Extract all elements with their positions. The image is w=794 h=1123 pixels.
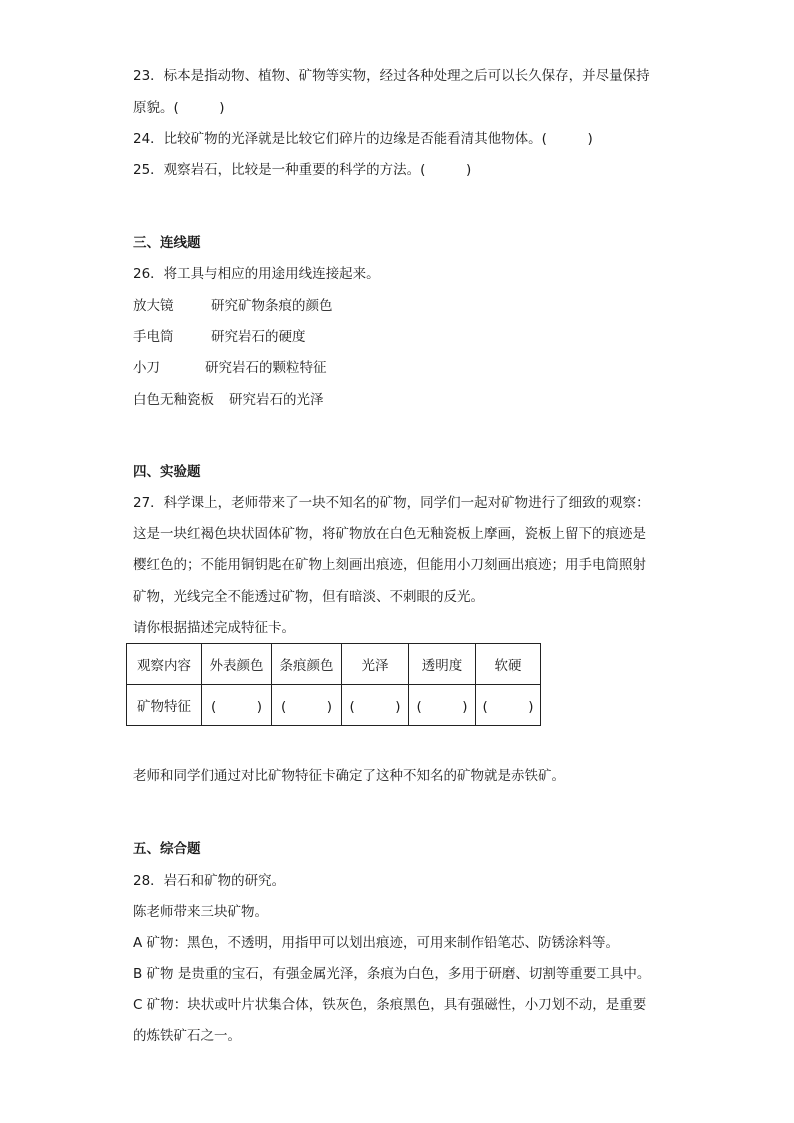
q24-text: 24．比较矿物的光泽就是比较它们碎片的边缘是否能看清其他物体。( ) (133, 131, 593, 147)
answer-blank[interactable]: ( ) (342, 685, 409, 726)
q27-instruction: 请你根据描述完成特征卡。 (133, 620, 295, 636)
q28-text: 28．岩石和矿物的研究。 (133, 873, 286, 889)
table-row (127, 685, 541, 726)
q27-line4: 矿物，光线完全不能透过矿物，但有暗淡、不刺眼的反光。 (133, 589, 484, 605)
pair-tool-2: 小刀 (133, 360, 160, 376)
mineral-a-text: A 矿物：黑色，不透明，用指甲可以划出痕迹，可用来制作铅笔芯、防锈涂料等。 (133, 935, 620, 951)
answer-blank[interactable]: ( ) (272, 685, 342, 726)
mineral-c-line1: C 矿物：块状或叶片状集合体，铁灰色，条痕黑色，具有强磁性，小刀划不动，是重要 (133, 997, 647, 1013)
pair-use-1: 研究岩石的硬度 (211, 329, 306, 345)
answer-blank[interactable]: ( ) (476, 685, 541, 726)
table-header-cell: 软硬 (476, 644, 541, 685)
pair-tool-1: 手电筒 (133, 329, 174, 345)
table-header-cell: 条痕颜色 (272, 644, 342, 685)
q27-line3: 樱红色的；不能用铜钥匙在矿物上刻画出痕迹，但能用小刀刻画出痕迹；用手电筒照射 (133, 557, 646, 573)
mineral-c-line2: 的炼铁矿石之一。 (133, 1028, 241, 1044)
section3-title: 三、连线题 (133, 235, 201, 251)
answer-blank[interactable]: ( ) (409, 685, 476, 726)
table-header-cell: 光泽 (342, 644, 409, 685)
q26-text: 26．将工具与相应的用途用线连接起来。 (133, 266, 380, 282)
table-header-cell: 透明度 (409, 644, 476, 685)
q23-line1: 23．标本是指动物、植物、矿物等实物，经过各种处理之后可以长久保存，并尽量保持 (133, 68, 650, 84)
pair-tool-3: 白色无釉瓷板 (133, 392, 214, 408)
q28-intro: 陈老师带来三块矿物。 (133, 904, 268, 920)
pair-tool-0: 放大镜 (133, 298, 174, 314)
table-row-label: 矿物特征 (127, 685, 202, 726)
answer-blank[interactable]: ( ) (202, 685, 272, 726)
pair-use-0: 研究矿物条痕的颜色 (211, 298, 333, 314)
table-header-row (127, 644, 541, 685)
section5-title: 五、综合题 (133, 841, 201, 857)
q23-line2: 原貌。( ) (133, 100, 225, 116)
section4-title: 四、实验题 (133, 464, 201, 480)
pair-use-3: 研究岩石的光泽 (229, 392, 324, 408)
table-header-cell: 观察内容 (127, 644, 202, 685)
q25-text: 25．观察岩石，比较是一种重要的科学的方法。( ) (133, 162, 472, 178)
q27-line2: 这是一块红褐色块状固体矿物，将矿物放在白色无釉瓷板上摩画，瓷板上留下的痕迹是 (133, 526, 646, 542)
q27-line1: 27．科学课上，老师带来了一块不知名的矿物，同学们一起对矿物进行了细致的观察： (133, 495, 650, 511)
pair-use-2: 研究岩石的颗粒特征 (205, 360, 327, 376)
feature-card-table (126, 643, 541, 726)
mineral-b-text: B 矿物 是贵重的宝石，有强金属光泽，条痕为白色，多用于研磨、切割等重要工具中。 (133, 966, 651, 982)
table-header-cell: 外表颜色 (202, 644, 272, 685)
q27-conclusion: 老师和同学们通过对比矿物特征卡确定了这种不知名的矿物就是赤铁矿。 (133, 768, 565, 784)
